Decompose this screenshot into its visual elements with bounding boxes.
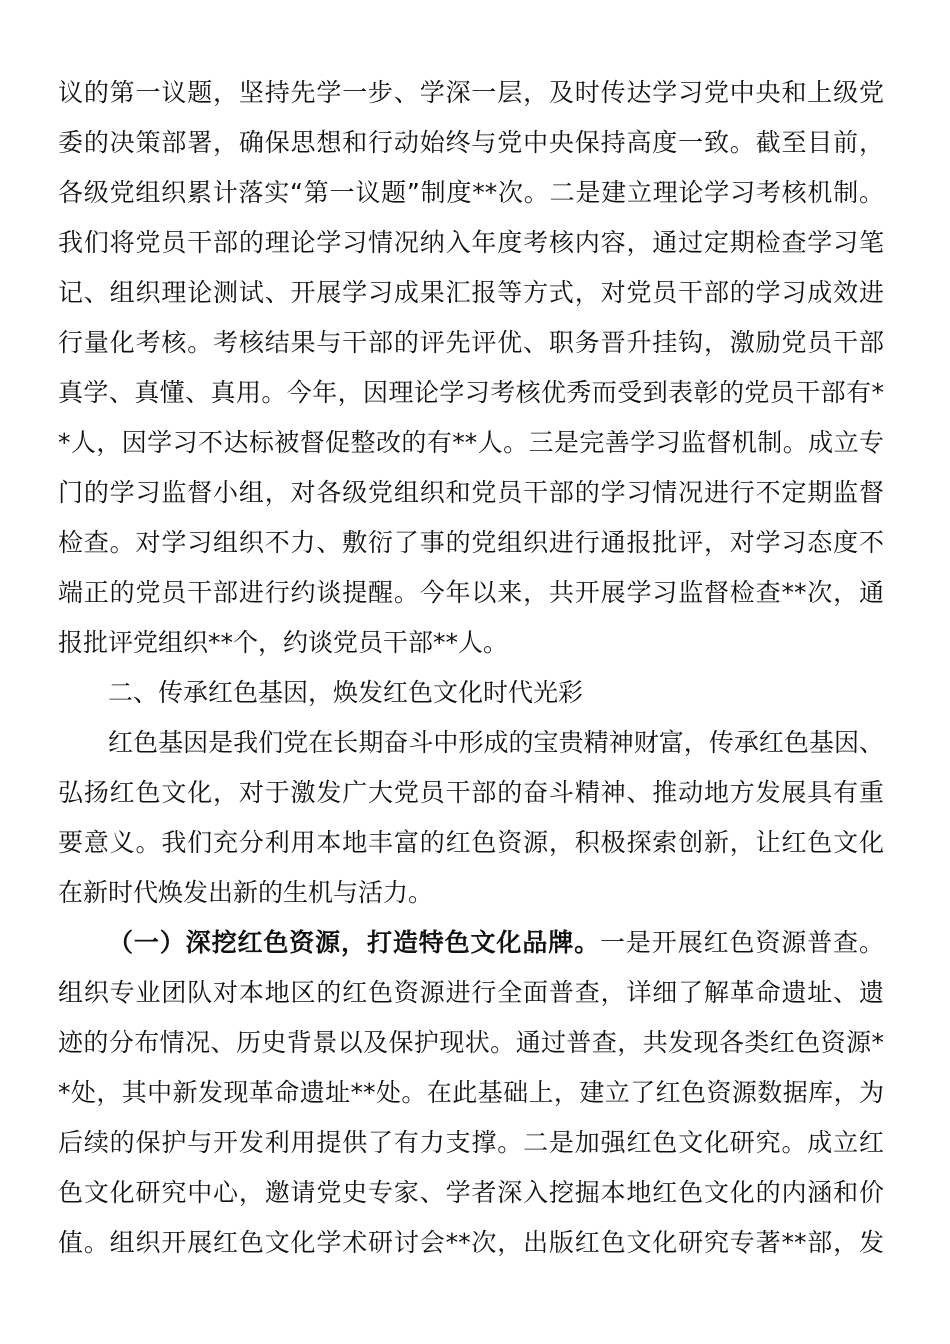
text-line: 委的决策部署，确保思想和行动始终与党中央保持高度一致。截至目前， — [58, 128, 884, 157]
text-line: 在新时代焕发出新的生机与活力。 — [58, 878, 434, 907]
text-line: 后续的保护与开发利用提供了有力支撑。二是加强红色文化研究。成立红 — [58, 1128, 884, 1157]
text-line: 端正的党员干部进行约谈提醒。今年以来，共开展学习监督检查**次，通 — [58, 578, 884, 607]
text-line: 弘扬红色文化，对于激发广大党员干部的奋斗精神、推动地方发展具有重 — [58, 778, 884, 807]
text-line: 报批评党组织**个，约谈党员干部**人。 — [58, 628, 509, 657]
subheading-rest: 一是开展红色资源普查。 — [600, 928, 884, 957]
paragraph-study-mechanism — [58, 68, 884, 668]
text-line: *人，因学习不达标被督促整改的有**人。三是完善学习监督机制。成立专 — [58, 428, 884, 457]
text-line: 要意义。我们充分利用本地丰富的红色资源，积极探索创新，让红色文化 — [58, 828, 884, 857]
subheading-line — [58, 918, 884, 968]
text-line: 真学、真懂、真用。今年，因理论学习考核优秀而受到表彰的党员干部有* — [58, 378, 884, 407]
text-line: 记、组织理论测试、开展学习成果汇报等方式，对党员干部的学习成效进 — [58, 278, 884, 307]
text-line: 检查。对学习组织不力、敷衍了事的党组织进行通报批评，对学习态度不 — [58, 528, 884, 557]
text-line: 值。组织开展红色文化学术研讨会**次，出版红色文化研究专著**部，发 — [58, 1228, 884, 1257]
text-line: 行量化考核。考核结果与干部的评先评优、职务晋升挂钩，激励党员干部 — [58, 328, 884, 357]
text-line: *处，其中新发现革命遗址**处。在此基础上，建立了红色资源数据库，为 — [58, 1078, 884, 1107]
section-heading: 二、传承红色基因，焕发红色文化时代光彩 — [108, 678, 584, 707]
text-line: 组织专业团队对本地区的红色资源进行全面普查，详细了解革命遗址、遗 — [58, 978, 884, 1007]
text-line: 我们将党员干部的理论学习情况纳入年度考核内容，通过定期检查学习笔 — [58, 228, 884, 257]
text-line: 红色基因是我们党在长期奋斗中形成的宝贵精神财富，传承红色基因、 — [108, 728, 884, 757]
paragraph-red-resources — [58, 918, 884, 1268]
text-line: 色文化研究中心，邀请党史专家、学者深入挖掘本地红色文化的内涵和价 — [58, 1178, 884, 1207]
text-line: 议的第一议题，坚持先学一步、学深一层，及时传达学习党中央和上级党 — [58, 78, 884, 107]
text-line: 门的学习监督小组，对各级党组织和党员干部的学习情况进行不定期监督 — [58, 478, 884, 507]
subheading-bold: （一）深挖红色资源，打造特色文化品牌。 — [108, 928, 601, 957]
document-page — [58, 68, 884, 1268]
text-line: 迹的分布情况、历史背景以及保护现状。通过普查，共发现各类红色资源* — [58, 1028, 884, 1057]
text-line: 各级党组织累计落实“第一议题”制度**次。二是建立理论学习考核机制。 — [58, 178, 884, 207]
paragraph-red-gene-intro — [58, 718, 884, 918]
